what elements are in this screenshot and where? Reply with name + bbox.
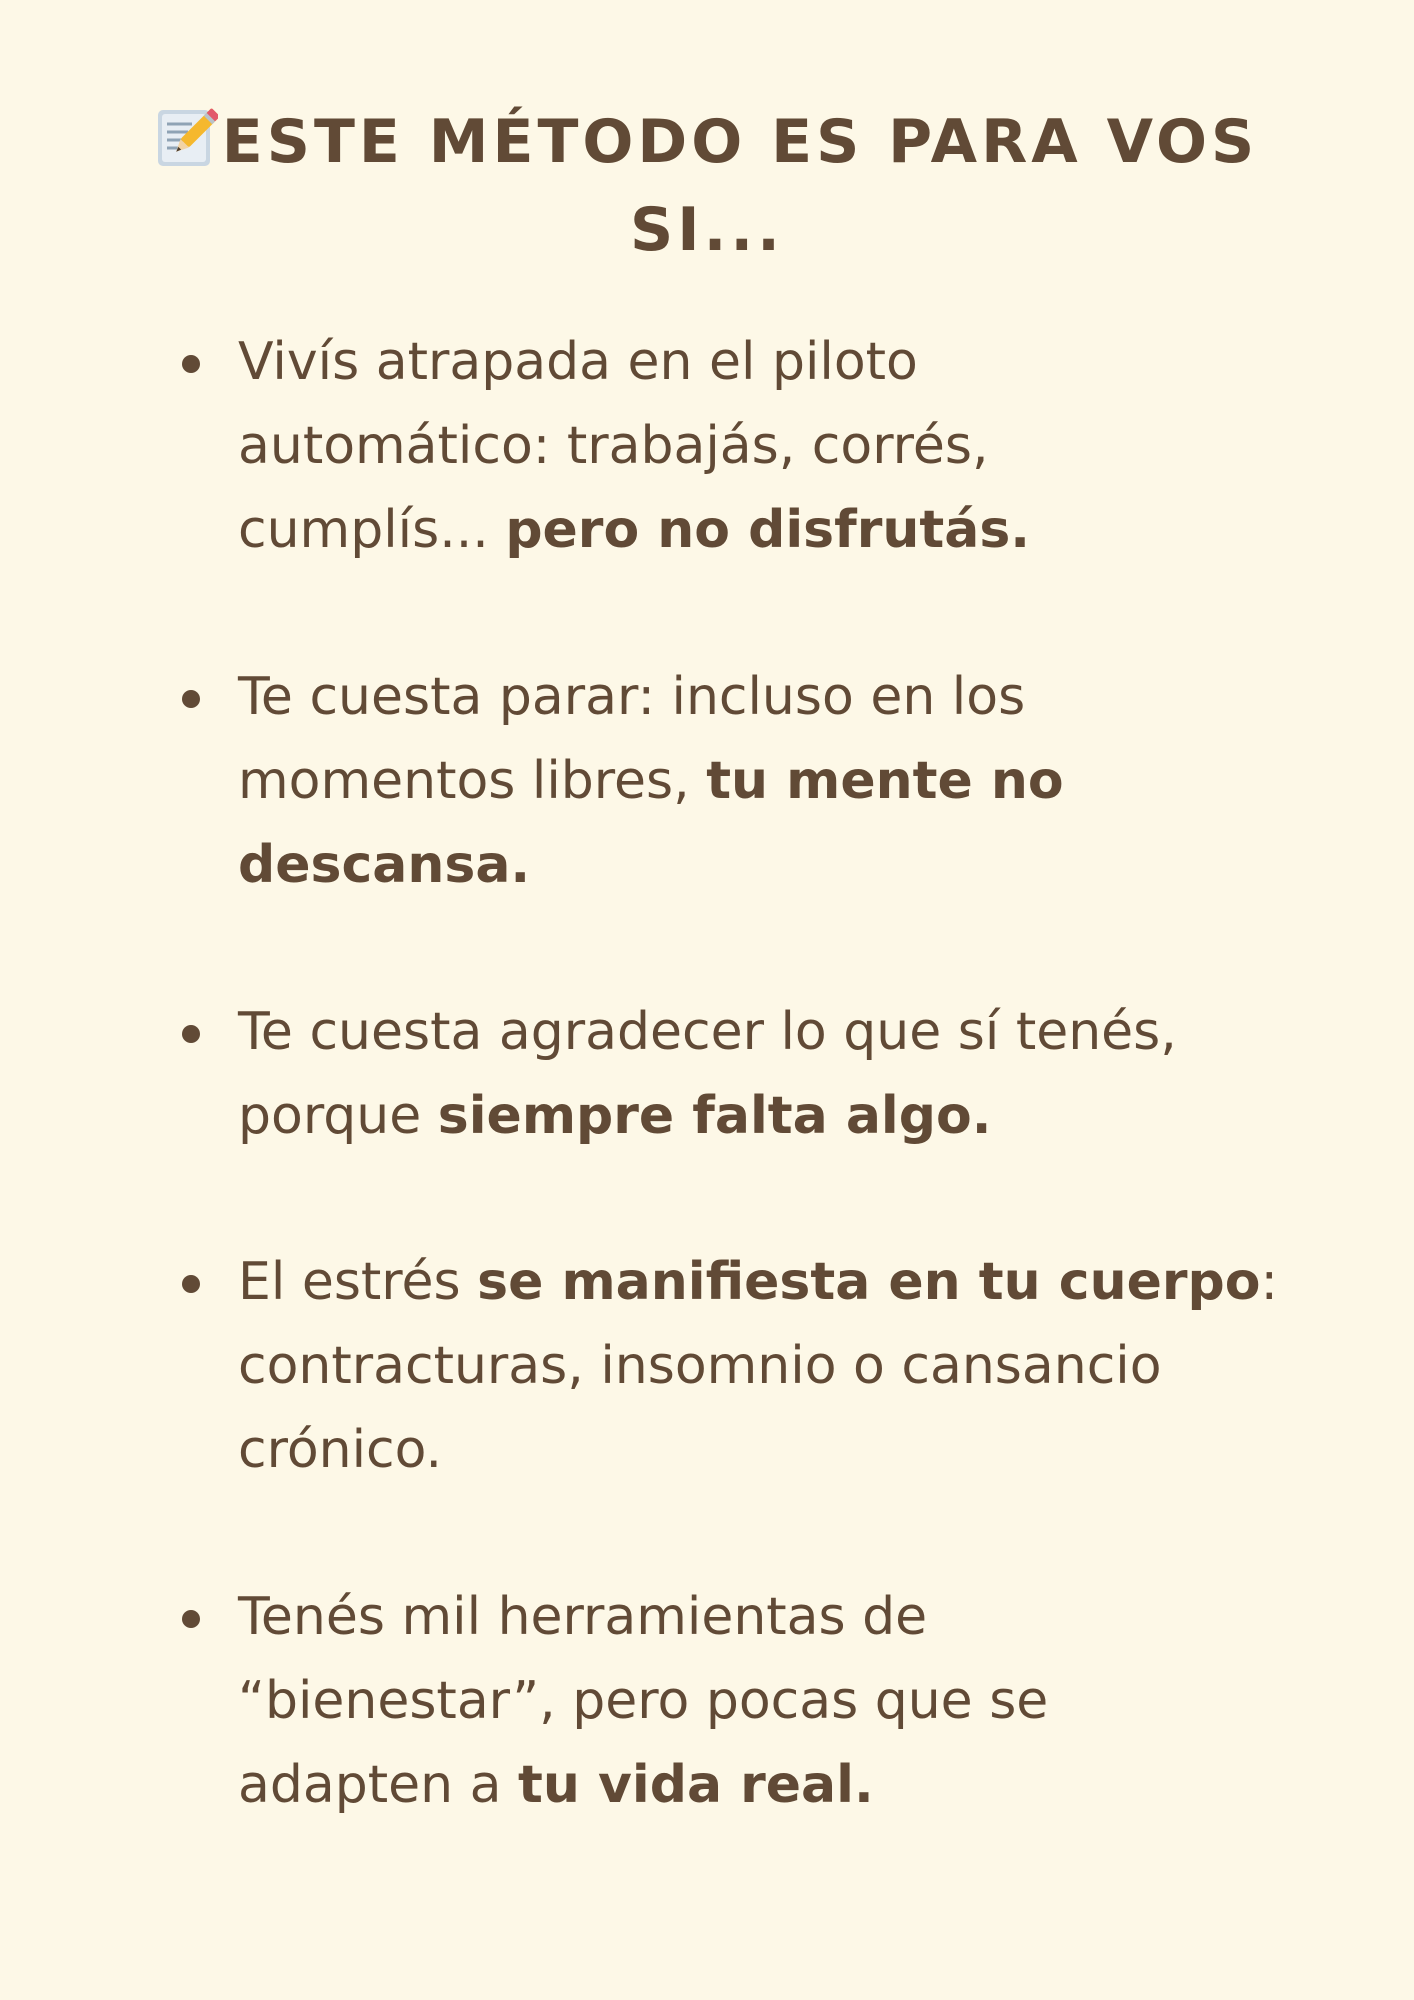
bullet-dot-icon [182, 355, 200, 373]
list-item-emphasis: siempre falta algo. [437, 1086, 992, 1146]
bullet-dot-icon [182, 1025, 200, 1043]
list-item-text: El estrés [238, 1252, 478, 1312]
list-item-text: automático: trabajás, corrés, [238, 416, 989, 476]
list-item-line [238, 655, 1278, 739]
list-item-emphasis: pero no disfrutás. [505, 500, 1031, 560]
list-item-line [238, 404, 1278, 488]
list-item-text: Vivís atrapada en el piloto [238, 332, 918, 392]
list-item-line [238, 1074, 1278, 1158]
list-item-text: Tenés mil herramientas de [238, 1587, 928, 1647]
list-item-line [238, 1575, 1278, 1659]
list-item-line [238, 1408, 1278, 1492]
list-item-text: “bienestar”, pero pocas que se [238, 1671, 1049, 1731]
memo-icon [156, 102, 218, 168]
list-item-emphasis: tu mente no [706, 751, 1064, 811]
list-item-text: : [1260, 1252, 1279, 1312]
bullet-dot-icon [182, 1275, 200, 1293]
list-item-line [238, 1324, 1278, 1408]
list-item-text: porque [238, 1086, 438, 1146]
list-item-line [238, 320, 1278, 404]
list-item [238, 1575, 1278, 1827]
list-item-line [238, 1240, 1278, 1324]
list-item [238, 1240, 1278, 1492]
list-item-text: Te cuesta agradecer lo que sí tenés, [238, 1002, 1177, 1062]
list-item [238, 655, 1278, 907]
page-title-line2: SI... [630, 195, 784, 265]
list-item [238, 990, 1278, 1158]
list-item-line [238, 488, 1278, 572]
list-item-text: crónico. [238, 1420, 443, 1480]
list-item-text: cumplís... [238, 500, 506, 560]
list-item-line [238, 1743, 1278, 1827]
page-title [150, 98, 1264, 274]
list-item-line [238, 823, 1278, 907]
list-item-text: momentos libres, [238, 751, 707, 811]
page-title-line1: ESTE MÉTODO ES PARA VOS [221, 107, 1259, 177]
list-item-emphasis: descansa. [238, 835, 531, 895]
list-item-emphasis: se manifiesta en tu cuerpo [477, 1252, 1261, 1312]
list-item-line [238, 990, 1278, 1074]
list-item-text: Te cuesta parar: incluso en los [238, 667, 1026, 727]
bullet-dot-icon [182, 1610, 200, 1628]
list-item-text: adapten a [238, 1755, 519, 1815]
list-item-text: contracturas, insomnio o cansancio [238, 1336, 1162, 1396]
bullet-dot-icon [182, 690, 200, 708]
list-item [238, 320, 1278, 572]
list-item-line [238, 1659, 1278, 1743]
list-item-line [238, 739, 1278, 823]
list-item-emphasis: tu vida real. [518, 1755, 874, 1815]
